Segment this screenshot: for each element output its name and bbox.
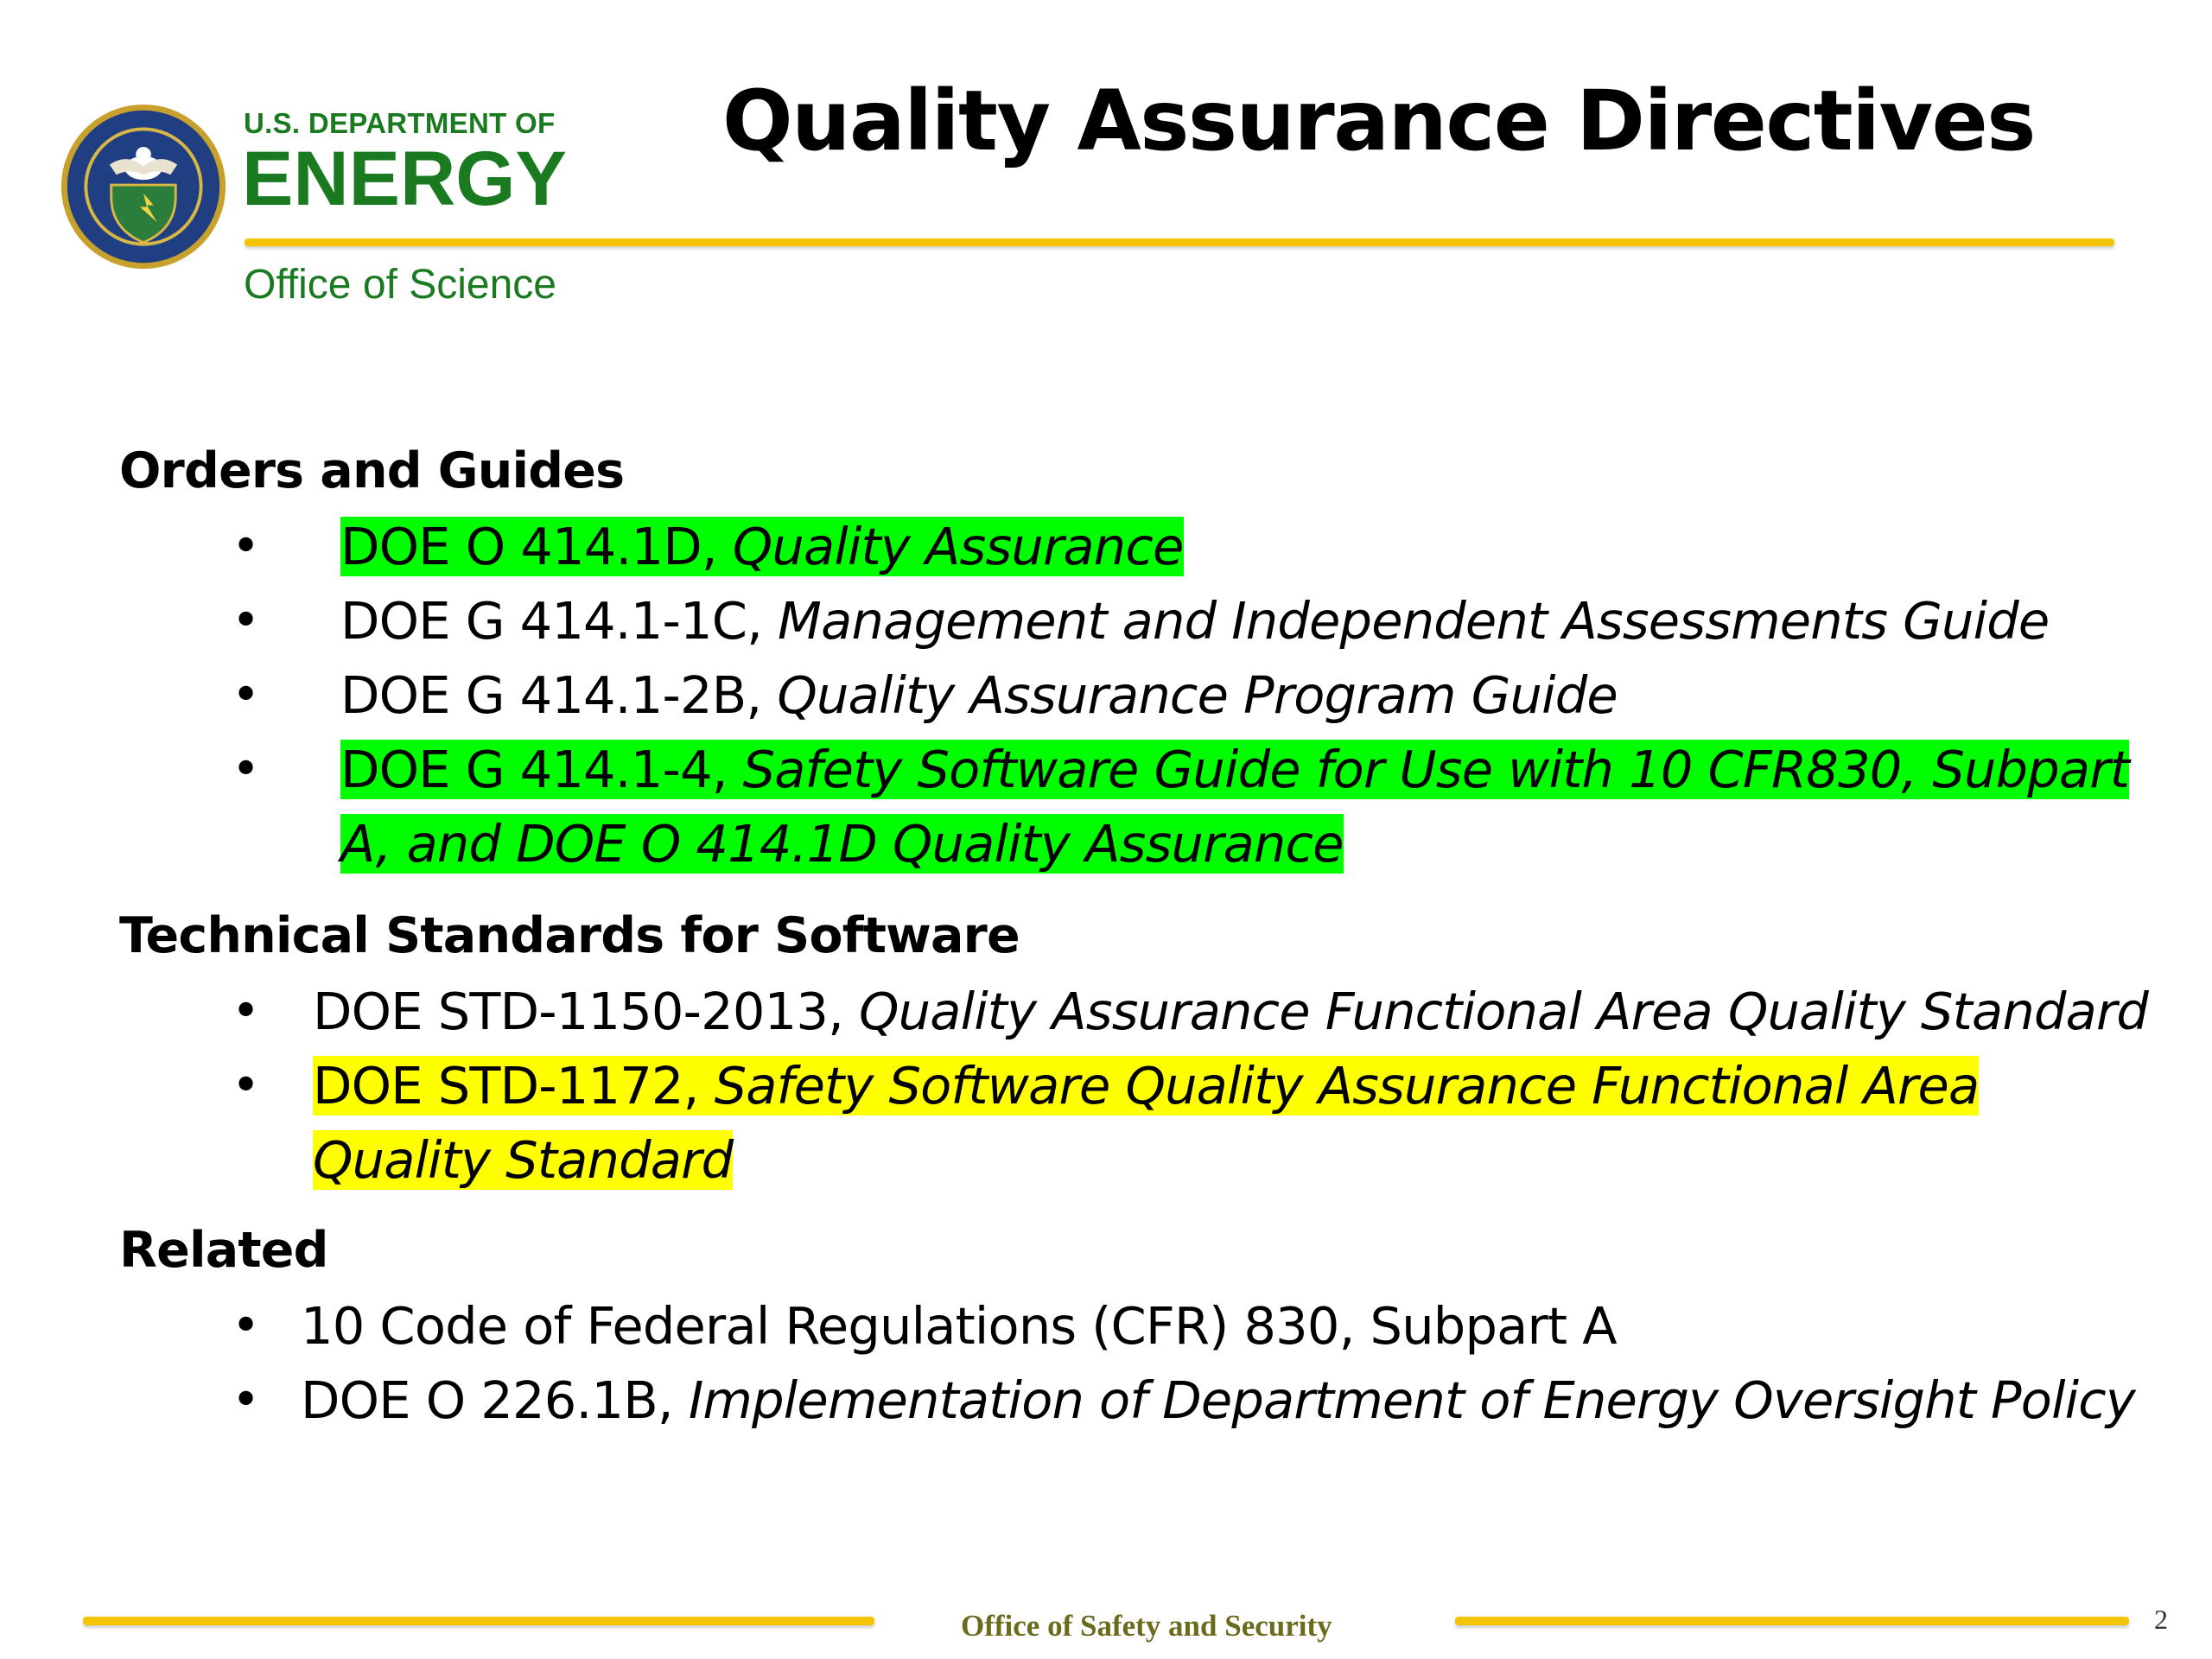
item-code: 10 Code of Federal Regulations (CFR) 830, Subpart A — [301, 1296, 1617, 1356]
list-item — [340, 584, 2049, 658]
list-item — [340, 510, 1184, 584]
doe-seal-icon — [59, 102, 228, 271]
item-title: Quality Assurance — [732, 517, 1184, 576]
office-name: Office of Science — [244, 262, 556, 308]
bullet-icon: • — [232, 1298, 261, 1354]
list-item-continuation — [340, 807, 1344, 881]
section-heading-standards: Technical Standards for Software — [119, 907, 1020, 964]
page-number: 2 — [2154, 1604, 2168, 1635]
bullet-icon: • — [232, 518, 261, 575]
bullet-icon: • — [232, 741, 261, 798]
item-code: DOE STD-1172, — [313, 1056, 699, 1116]
list-item — [313, 975, 2148, 1049]
list-item — [301, 1289, 1617, 1363]
list-item — [301, 1363, 2135, 1438]
slide-title: Quality Assurance Directives — [722, 73, 2035, 169]
item-code: DOE G 414.1-1C, — [340, 591, 763, 651]
list-item — [313, 1049, 1979, 1123]
bullet-icon: • — [232, 593, 261, 649]
doe-wordmark-line1: U.S. DEPARTMENT OF — [244, 107, 556, 139]
item-code: DOE O 226.1B, — [301, 1370, 673, 1430]
item-title: Safety Software Guide for Use with 10 CFR830, Subpart — [742, 740, 2130, 799]
footer-rule-right — [1455, 1617, 2129, 1625]
item-code: DOE G 414.1-4, — [340, 740, 728, 799]
doe-wordmark-energy: ENERGY — [242, 135, 567, 221]
item-title: Implementation of Department of Energy Oversight Policy — [688, 1370, 2136, 1430]
list-item-continuation — [313, 1123, 733, 1198]
footer-office: Office of Safety and Security — [961, 1609, 1332, 1643]
bullet-icon: • — [232, 667, 261, 723]
item-code: DOE STD-1150-2013, — [313, 982, 844, 1041]
footer-rule-left — [83, 1617, 874, 1625]
bullet-icon: • — [232, 983, 261, 1039]
item-code: DOE G 414.1-2B, — [340, 665, 762, 725]
bullet-icon: • — [232, 1372, 261, 1428]
section-heading-related: Related — [119, 1222, 328, 1279]
item-code: DOE O 414.1D, — [340, 517, 717, 576]
item-title: Quality Assurance Functional Area Quality Standard — [859, 982, 2149, 1041]
header-rule — [245, 238, 2114, 246]
item-title: Safety Software Quality Assurance Functional Area — [714, 1056, 1980, 1116]
item-title: Management and Independent Assessments Guide — [778, 591, 2050, 651]
item-title-line2: Quality Standard — [313, 1130, 734, 1190]
list-item — [340, 658, 1618, 733]
bullet-icon: • — [232, 1058, 261, 1114]
section-heading-orders: Orders and Guides — [119, 442, 625, 499]
item-title-line2: A, and DOE O 414.1D Quality Assurance — [340, 814, 1344, 874]
item-title: Quality Assurance Program Guide — [777, 665, 1618, 725]
list-item — [340, 733, 2129, 807]
